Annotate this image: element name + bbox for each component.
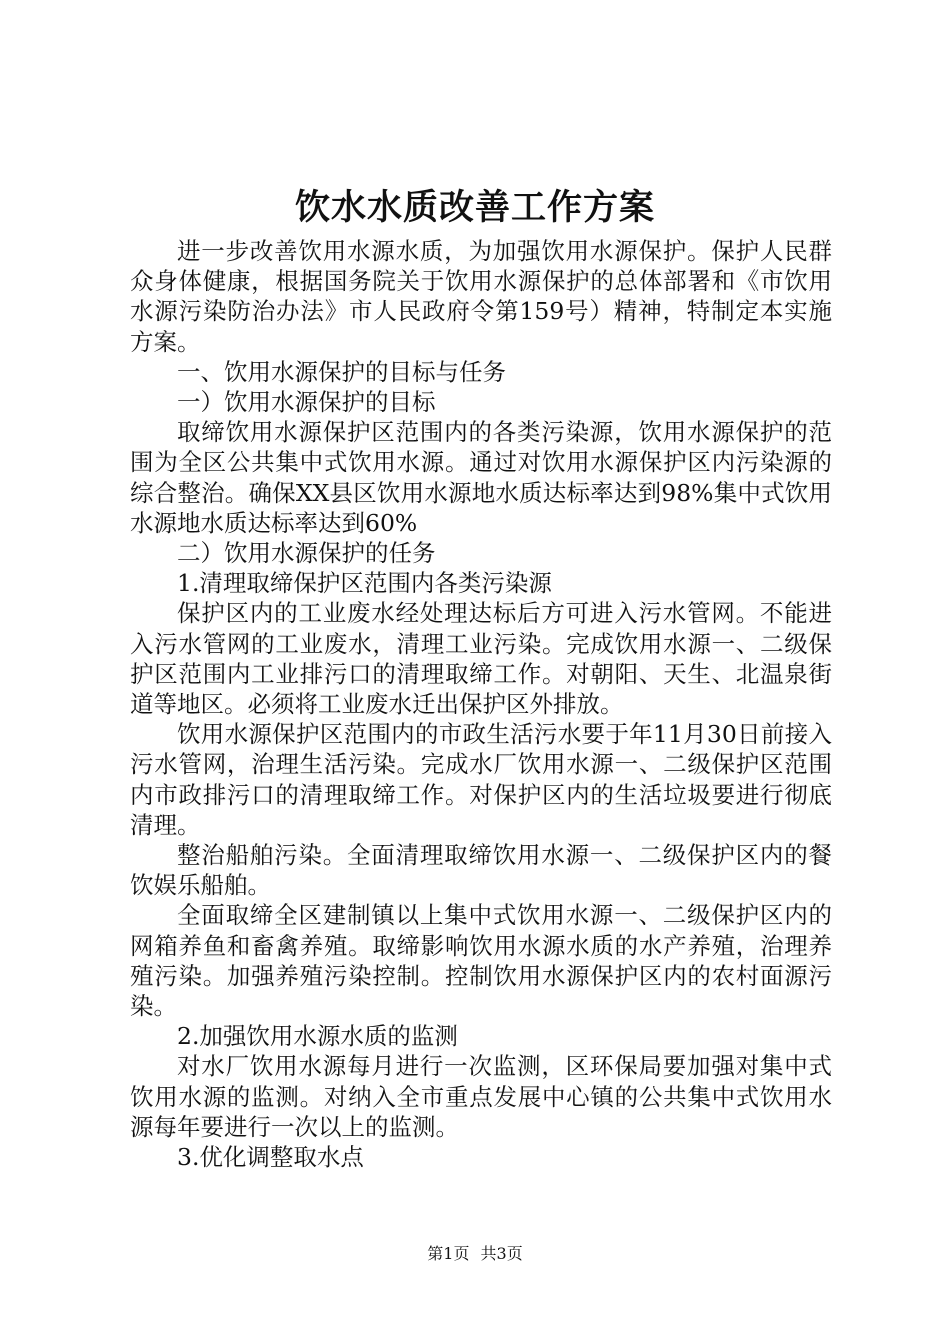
paragraph: 全面取缔全区建制镇以上集中式饮用水源一、二级保护区内的网箱养鱼和畜禽养殖。取缔影响饮用水源水质的水产养殖，治理养殖污染。加强养殖污染控制。控制饮用水源保护区内的农村面源污染。 (130, 901, 832, 1021)
page-number: 第1页 (427, 1244, 470, 1263)
document-title: 饮水水质改善工作方案 (294, 187, 655, 228)
subsection-heading: 二）饮用水源保护的任务 (177, 539, 436, 568)
item-heading: 3.优化调整取水点 (177, 1143, 364, 1172)
paragraph: 进一步改善饮用水源水质，为加强饮用水源保护。保护人民群众身体健康，根据国务院关于饮用水源保护的总体部署和《市饮用水源污染防治办法》市人民政府令第159号）精神，特制定本实施方案。 (130, 237, 832, 356)
section-heading: 一、饮用水源保护的目标与任务 (177, 357, 506, 386)
item-heading: 2.加强饮用水源水质的监测 (177, 1022, 458, 1051)
item-heading: 1.清理取缔保护区范围内各类污染源 (177, 569, 552, 598)
paragraph: 保护区内的工业废水经处理达标后方可进入污水管网。不能进入污水管网的工业废水，清理工业污染。完成饮用水源一、二级保护区范围内工业排污口的清理取缔工作。对朝阳、天生、北温泉街道等地区。必须将工业废水迁出保护区外排放。 (130, 599, 832, 719)
paragraph: 整治船舶污染。全面清理取缔饮用水源一、二级保护区内的餐饮娱乐船舶。 (130, 841, 832, 900)
paragraph: 饮用水源保护区范围内的市政生活污水要于年11月30日前接入污水管网，治理生活污染。完成水厂饮用水源一、二级保护区范围内市政排污口的清理取缔工作。对保护区内的生活垃圾要进行彻底清理。 (130, 720, 832, 839)
page-total: 共3页 (480, 1244, 523, 1263)
page-footer (0, 1243, 950, 1265)
subsection-heading: 一）饮用水源保护的目标 (177, 388, 436, 417)
paragraph: 对水厂饮用水源每月进行一次监测，区环保局要加强对集中式饮用水源的监测。对纳入全市重点发展中心镇的公共集中式饮用水源每年要进行一次以上的监测。 (130, 1052, 832, 1141)
paragraph: 取缔饮用水源保护区范围内的各类污染源，饮用水源保护的范围为全区公共集中式饮用水源。通过对饮用水源保护区内污染源的综合整治。确保XX县区饮用水源地水质达标率达到98%集中式饮用水源地水质达标率达到60% (130, 418, 832, 537)
document-body (130, 236, 832, 1172)
